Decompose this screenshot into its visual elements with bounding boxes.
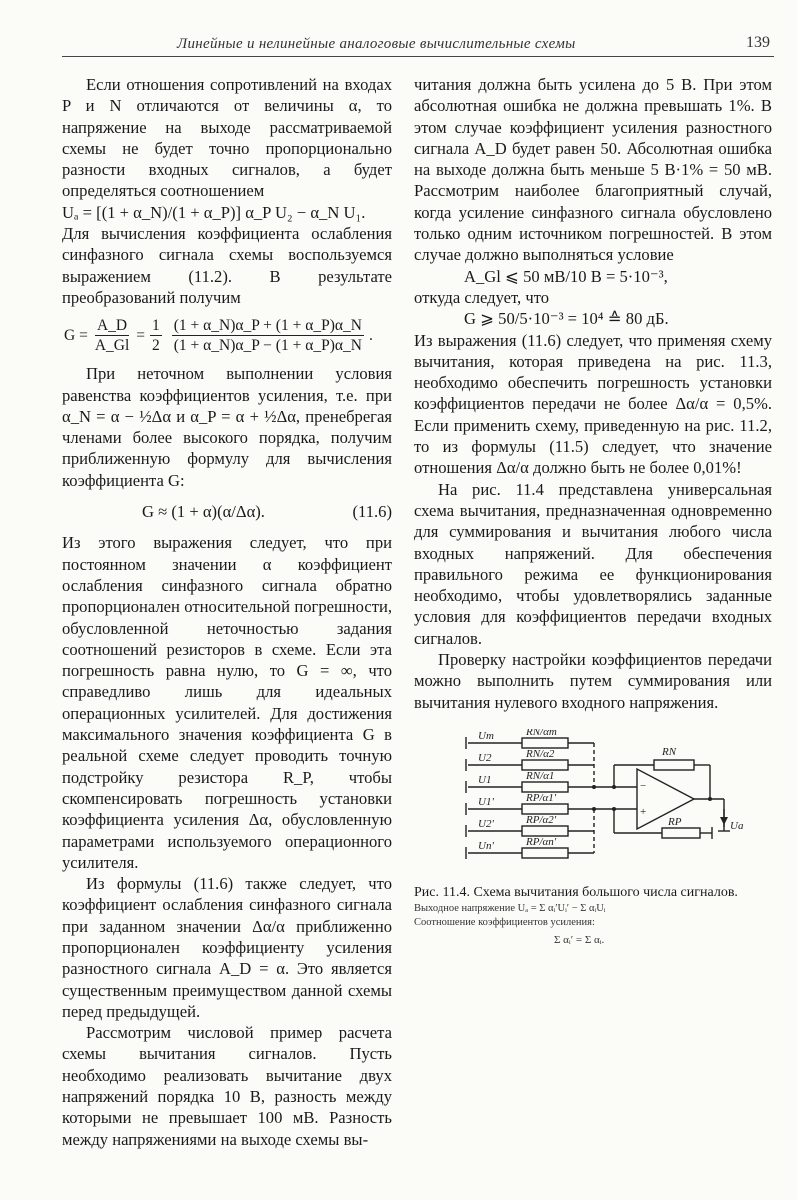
equation-11-6 <box>62 501 392 522</box>
running-title: Линейные и нелинейные аналоговые вычислительные схемы <box>177 36 576 52</box>
plus-sign: + <box>640 805 647 818</box>
figure-note: Выходное напряжение Uₐ = Σ αᵢ′Uᵢ′ − Σ αᵢUᵢ <box>414 903 606 915</box>
fraction-alpha <box>172 316 364 355</box>
paragraph: читания должна быть усилена до 5 В. При этом абсолютная ошибка не должна превышать 1%. В этом случае коэффициент усиления разностного сигнала A_D будет равен 50. Абсолютная ошибка на выходе должна быть меньше 5 В·1% = 50 мВ. Рассмотрим наиболее благоприятный случай, когда усиление синфазного сигнала обусловлено только одним источником погрешностей. В этом случае должно выполняться условие <box>414 75 772 265</box>
resistor-label: RP/α2' <box>526 813 557 826</box>
equation-g-db: G ⩾ 50/5·10⁻³ = 10⁴ ≙ 80 дБ. <box>464 309 669 329</box>
junction-dot <box>708 797 712 801</box>
minus-sign: − <box>640 779 647 792</box>
frac-num: A_D <box>96 317 128 335</box>
ground-resistor-label: RP <box>668 815 682 828</box>
resistor-label: RN/αm <box>526 728 557 738</box>
paragraph: Из формулы (11.6) также следует, что коэффициент ослабления синфазного сигнала при заданном значении Δα/α приближенно пропорционален коэффициенту усиления разностного сигнала A_D = α. Это является существенным преимуществом данной схемы перед предыдущей. <box>62 874 392 1021</box>
paragraph: откуда следует, что <box>414 287 550 307</box>
equation-number: (11.6) <box>352 502 392 522</box>
figure-note-equation: Σ αᵢ′ = Σ αᵢ. <box>554 934 605 947</box>
equation-ua: Uₐ = [(1 + α_N)/(1 + α_P)] α_P U₂ − α_N U₁. <box>62 202 366 222</box>
right-column <box>414 74 772 952</box>
junction-dot <box>612 807 616 811</box>
junction-dot <box>612 785 616 789</box>
paragraph: На рис. 11.4 представлена универсальная схема вычитания, предназначенная одновременно для суммирования и вычитания любого числа входных напряжений. Для обеспечения правильного режима ее функционирования необходимо, чтобы удовлетворялись заданные условия для коэффициентов передачи входных сигналов. <box>414 479 772 648</box>
equation-g <box>62 316 392 355</box>
frac-den: (1 + α_N)α_P − (1 + α_P)α_N <box>173 337 362 355</box>
paragraph: Рассмотрим числовой пример расчета схемы вычитания сигналов. Пусть необходимо реализовать вычитание двух напряжений порядка 10 В, разность между которыми не превышает 100 мВ. Разность между напряжениями на выходе схемы вы- <box>62 1023 392 1149</box>
resistor-label: RP/α1' <box>526 791 557 804</box>
paragraph: Проверку настройки коэффициентов передачи можно выполнить путем суммирования или вычитания нулевого входного напряжения. <box>414 650 772 712</box>
paragraph: Из выражения (11.6) следует, что применяя схему вычитания, которая приведена на рис. 11.3, необходимо обеспечить погрешность установки коэффициентов передачи не более Δα/α = 0,5%. Если применить схему, приведенную на рис. 11.2, то из формулы (11.5) следует, что значение отношения Δα/α должно быть не более 0,01%! <box>414 330 772 478</box>
frac-den: A_Gl <box>94 337 130 355</box>
circuit-diagram <box>462 729 762 879</box>
fraction-half <box>150 316 162 355</box>
output-label: Ua <box>730 819 744 832</box>
junction-dot <box>592 785 596 789</box>
eq-g-lhs: G = <box>64 327 88 345</box>
eq-sign: = <box>136 327 146 345</box>
left-column <box>62 74 392 1150</box>
paragraph: При неточном выполнении условия равенства коэффициентов усиления, т.е. при α_N = α − ½Δα и α_P = α + ½Δα, пренебрегая членами более высокого порядка, получим приближенную формулу для вычисления коэффициента G: <box>62 364 392 490</box>
figure-note: Соотношение коэффициентов усиления: <box>414 917 595 929</box>
paragraph: Для вычисления коэффициента ослабления синфазного сигнала схемы воспользуемся выражением (11.2). В результате преобразований получим <box>62 224 392 307</box>
frac-num: 1 <box>152 317 160 335</box>
label-u2p: U2' <box>478 817 494 830</box>
paragraph: Из этого выражения следует, что при постоянном значении α коэффициент ослабления синфазного сигнала обратно пропорционален относительной погрешности, обусловленной неточностью задания соотношений резисторов в схеме. Если эта погрешность равна нулю, то G = ∞, что справедливо лишь для идеальных операционных усилителей. Для достижения максимального значения коэффициента G в реальной схеме следует проводить точную подстройку резистора R_P, чтобы скомпенсировать погрешность установки коэффициента усиления Δα, обусловленную параметрами используемого операционного усилителя. <box>62 533 392 872</box>
label-um: Um <box>478 729 494 742</box>
junction-dot <box>592 807 596 811</box>
output-arrow <box>720 817 728 825</box>
feedback-resistor-label: RN <box>662 745 677 758</box>
resistor-label: RP/αn' <box>526 835 557 848</box>
page-header <box>62 34 774 57</box>
label-u2: U2 <box>478 751 492 764</box>
paragraph: Если отношения сопротивлений на входах P и N отличаются от величины α, то напряжение на выходе рассматриваемой схемы не будет точно пропорционально разности входных сигналов, а будет определяться соотношением <box>62 75 392 201</box>
equation-agl: A_Gl ⩽ 50 мВ/10 В = 5·10⁻³, <box>464 266 668 286</box>
label-u1: U1 <box>478 773 492 786</box>
label-u1p: U1' <box>478 795 494 808</box>
page-number: 139 <box>746 34 770 51</box>
resistor-label: RN/α1 <box>526 769 555 782</box>
fraction-ad-agl <box>93 316 131 355</box>
resistor-label: RN/α2 <box>526 747 555 760</box>
label-unp: Un' <box>478 839 494 852</box>
eq-end: . <box>368 327 373 345</box>
equation-11-6-body: G ≈ (1 + α)(α/Δα). <box>142 502 265 522</box>
figure-caption: Рис. 11.4. Схема вычитания большого числа сигналов. <box>414 885 738 901</box>
frac-num: (1 + α_N)α_P + (1 + α_P)α_N <box>173 317 362 335</box>
frac-den: 2 <box>152 337 160 355</box>
